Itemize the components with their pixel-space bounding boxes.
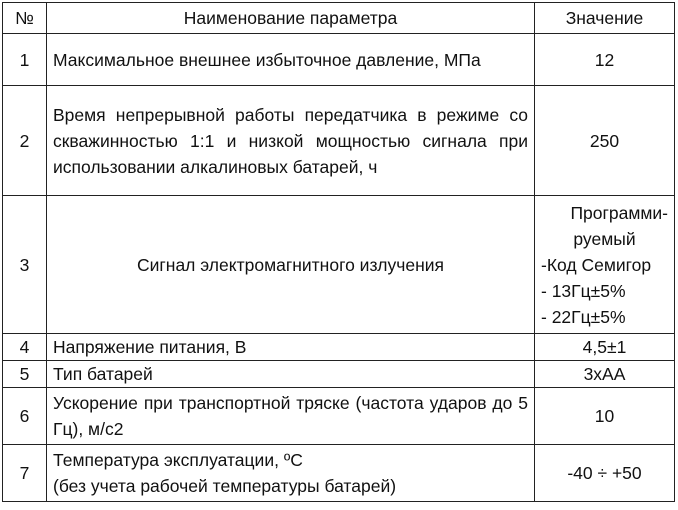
header-num: № [3,3,47,34]
row-name: Ускорение при транспортной тряске (частота ударов до 5 Гц), м/с2 [47,388,535,445]
row-name: Напряжение питания, В [47,334,535,361]
table-row [3,334,675,361]
row-num: 5 [3,361,47,388]
name-line: (без учета рабочей температуры батарей) [53,476,397,496]
value-line: Программи- [570,202,668,223]
row-name: Тип батарей [47,361,535,388]
value-line: -Код Семигор [541,254,652,275]
row-num: 4 [3,334,47,361]
row-num: 6 [3,388,47,445]
row-name: Сигнал электромагнитного излучения [47,196,535,334]
row-name [47,445,535,502]
row-num: 1 [3,34,47,86]
row-name: Время непрерывной работы передатчика в режиме со скважинностью 1:1 и низкой мощностью сигнала при использовании алкалиновых батарей, ч [47,86,535,196]
value-line: - 13Гц±5% [541,280,626,301]
row-value: 12 [535,34,675,86]
value-line: руемый [573,228,636,249]
parameters-table [2,2,675,502]
table-header-row [3,3,675,34]
table-row [3,86,675,196]
row-num: 2 [3,86,47,196]
table-row [3,388,675,445]
name-line: Температура эксплуатации, ºС [53,450,303,470]
table-row [3,196,675,334]
table-row [3,34,675,86]
table-row [3,445,675,502]
table-row [3,361,675,388]
row-name: Максимальное внешнее избыточное давление, МПа [47,34,535,86]
row-num: 3 [3,196,47,334]
header-value: Значение [535,3,675,34]
row-value: 10 [535,388,675,445]
row-value: 4,5±1 [535,334,675,361]
row-num: 7 [3,445,47,502]
row-value: -40 ÷ +50 [535,445,675,502]
row-value [535,196,675,334]
row-value: 250 [535,86,675,196]
row-value: 3хАА [535,361,675,388]
header-name: Наименование параметра [47,3,535,34]
value-line: - 22Гц±5% [541,306,626,327]
